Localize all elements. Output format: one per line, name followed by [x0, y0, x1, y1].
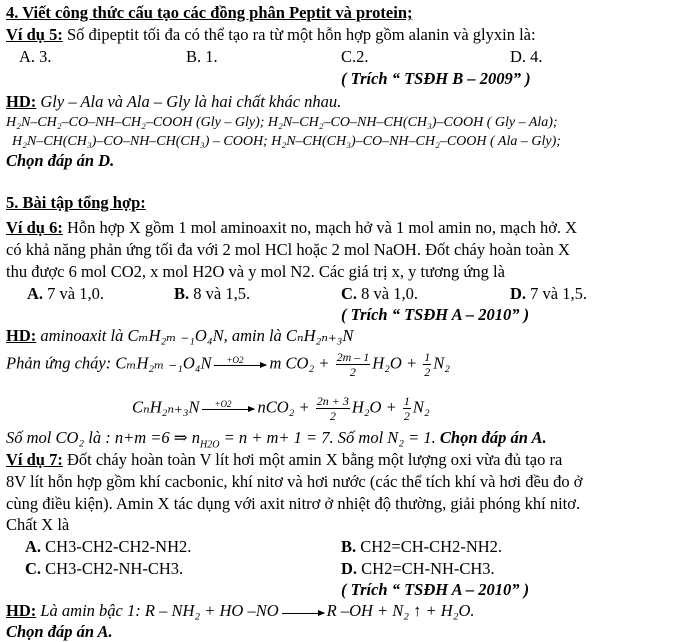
- product-h2o: H₂O +: [372, 353, 418, 373]
- hint-line: [6, 92, 341, 112]
- mol-sub: H2O: [200, 439, 220, 451]
- numerator: 2m – 1: [336, 350, 370, 364]
- mol-text: Số mol CO₂ là : n+m =6 ⇒ n: [6, 428, 200, 447]
- numerator: 1: [424, 350, 431, 364]
- denominator: 2: [403, 409, 410, 423]
- arrow-label: +O2: [226, 355, 244, 365]
- option-text: CH3-CH2-NH-CH3.: [41, 559, 184, 578]
- reaction-arrow: [282, 611, 324, 614]
- ex6-option-d: [510, 284, 587, 304]
- reaction-arrow: [202, 399, 254, 410]
- hint-7-line: [6, 601, 475, 621]
- example-6-line-3: thu được 6 mol CO2, x mol H2O và y mol N2. Các giá trị x, y tương ứng là: [6, 262, 505, 281]
- reactant: CₘH₂ₘ ₋₁O₄N: [115, 353, 212, 373]
- ex6-option-c: [341, 284, 418, 304]
- denominator: 2: [349, 365, 356, 379]
- ex7-option-d: [341, 559, 495, 579]
- source-citation-7: ( Trích “ TSĐH A – 2010” ): [341, 580, 530, 599]
- source-citation-6: ( Trích “ TSĐH A – 2010” ): [341, 305, 530, 324]
- numerator: 1: [403, 394, 410, 408]
- option-d: D. 4.: [510, 47, 543, 66]
- example-6-label: Ví dụ 6:: [6, 218, 63, 237]
- fraction: [316, 394, 350, 423]
- option-letter: A.: [27, 284, 44, 303]
- hint-text: aminoaxit là CₘH₂ₘ ₋₁O₄N, amin là CₙH₂ₙ₊₃N: [36, 326, 354, 345]
- answer-7: Chọn đáp án A.: [6, 622, 113, 641]
- example-7-line-2: 8V lít hỗn hợp gồm khí cacbonic, khí nitơ và hơi nước (các thể tích khí và hơi đều đo ở: [6, 472, 583, 491]
- reaction-arrow: [214, 355, 266, 366]
- ex6-option-a: [27, 284, 104, 304]
- option-b: B. 1.: [186, 47, 218, 66]
- fraction: [336, 350, 371, 379]
- example-6-line-1: [6, 218, 577, 238]
- fraction: [423, 350, 431, 379]
- hint-label: HD:: [6, 601, 37, 620]
- ex6-option-b: [174, 284, 250, 304]
- mol-answer: Chọn đáp án A.: [435, 428, 547, 447]
- option-a: A. 3.: [19, 47, 52, 66]
- option-letter: C.: [341, 284, 358, 303]
- example-5-text: Số đipeptit tối đa có thể tạo ra từ một hỗn hợp gồm alanin và glyxin là:: [62, 25, 536, 44]
- watermark: [0, 62, 3, 74]
- example-7-text: Đốt cháy hoàn toàn V lít hơi một amin X bằng một lượng oxi vừa đủ tạo ra: [62, 450, 563, 469]
- option-text: 8 và 1,5.: [189, 284, 251, 303]
- section-4-heading: 4. Viết công thức cấu tạo các đồng phân Peptit và protein;: [6, 3, 413, 22]
- example-6-line-2: có khả năng phản ứng tối đa với 2 mol HCl hoặc 2 mol NaOH. Đốt cháy hoàn toàn X: [6, 240, 570, 259]
- answer: Chọn đáp án D.: [6, 151, 115, 170]
- example-7-line-4: Chất X là: [6, 515, 70, 534]
- option-text: CH3-CH2-CH2-NH2.: [41, 537, 192, 556]
- reaction-2: [132, 394, 430, 423]
- example-5-label: Ví dụ 5:: [6, 25, 63, 44]
- hint-label: HD:: [6, 92, 37, 111]
- option-text: 7 và 1,0.: [43, 284, 104, 303]
- section-5-heading: 5. Bài tập tổng hợp:: [6, 193, 146, 212]
- product-co2: nCO₂ +: [257, 397, 310, 417]
- option-letter: A.: [25, 537, 42, 556]
- arrow-label: +O2: [214, 399, 232, 409]
- hint-6-line: [6, 326, 353, 346]
- example-6-text: Hỗn hợp X gồm 1 mol aminoaxit no, mạch hở và 1 mol amin no, mạch hở. X: [62, 218, 578, 237]
- hint-text: Gly – Ala và Ala – Gly là hai chất khác nhau.: [36, 92, 342, 111]
- mol-text-2: = n + m+ 1 = 7. Số mol N₂ = 1.: [219, 428, 436, 447]
- reactant: CₙH₂ₙ₊₃N: [132, 397, 200, 417]
- hint-label: HD:: [6, 326, 37, 345]
- option-text: 8 và 1,0.: [357, 284, 418, 303]
- example-7-label: Ví dụ 7:: [6, 450, 63, 469]
- example-7-line-3: cùng điều kiện). Amin X tác dụng với axit nitrơ ở nhiệt độ thường, giải phóng khí nitơ.: [6, 494, 581, 513]
- denominator: 2: [424, 365, 431, 379]
- option-letter: B.: [174, 284, 190, 303]
- ex7-option-b: [341, 537, 502, 557]
- option-letter: D.: [510, 284, 527, 303]
- reaction-1: [6, 350, 450, 379]
- product-n2: N₂: [433, 353, 450, 373]
- formula-line-2: H₂N–CH(CH₃)–CO–NH–CH(CH₃) – COOH; H₂N–CH(CH₃)–CO–NH–CH₂–COOH ( Ala – Gly);: [12, 134, 561, 149]
- option-letter: C.: [25, 559, 42, 578]
- ex7-option-a: [25, 537, 191, 557]
- option-text: CH2=CH-NH-CH3.: [357, 559, 495, 578]
- numerator: 2n + 3: [316, 394, 349, 408]
- hint-product: R –OH + N₂ ↑ + H₂O.: [326, 601, 475, 620]
- formula-line-1: H₂N–CH₂–CO–NH–CH₂–COOH (Gly – Gly); H₂N–CH₂–CO–NH–CH(CH₃)–COOH ( Gly – Ala);: [6, 115, 558, 130]
- option-text: 7 và 1,5.: [526, 284, 587, 303]
- reaction-label: Phản ứng cháy:: [6, 353, 116, 373]
- product-h2o: H₂O +: [351, 397, 397, 417]
- hint-text: Là amin bậc 1: R – NH₂ + HO –NO: [36, 601, 279, 620]
- source-citation: ( Trích “ TSĐH B – 2009” ): [341, 69, 531, 88]
- option-text: CH2=CH-CH2-NH2.: [356, 537, 503, 556]
- option-letter: B.: [341, 537, 357, 556]
- product-n2: N₂: [412, 397, 430, 417]
- denominator: 2: [329, 409, 336, 423]
- fraction: [403, 394, 411, 423]
- option-letter: D.: [341, 559, 358, 578]
- example-7-line-1: [6, 450, 562, 470]
- example-5-line: [6, 25, 536, 45]
- product-co2: m CO₂ +: [269, 353, 330, 373]
- option-c: C.2.: [341, 47, 369, 66]
- ex7-option-c: [25, 559, 183, 579]
